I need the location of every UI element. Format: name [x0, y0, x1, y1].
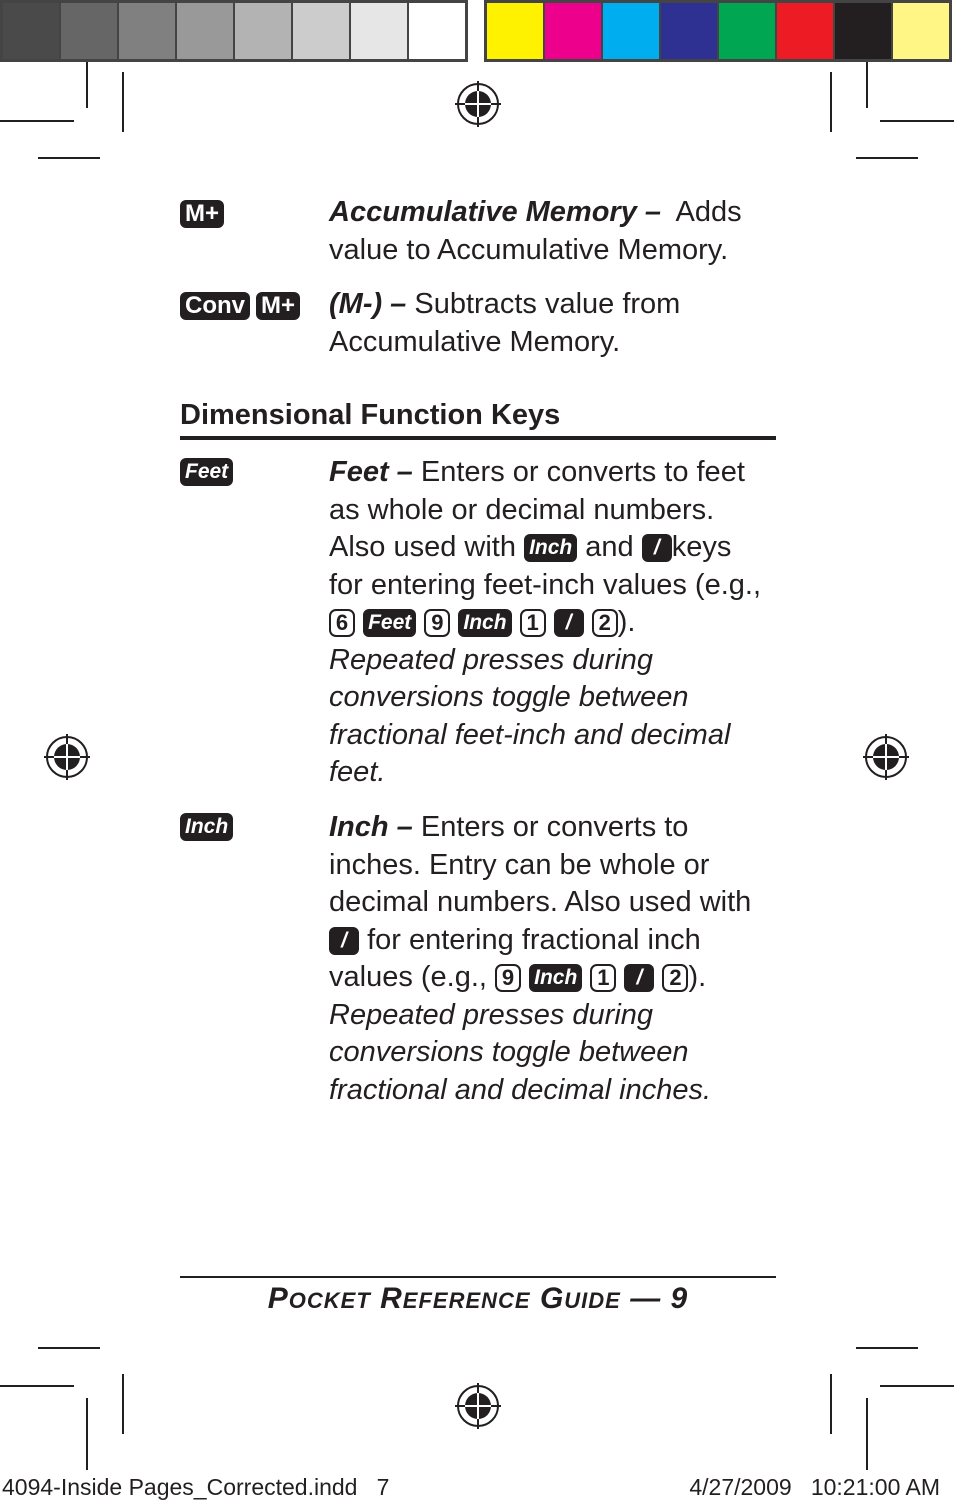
gray-swatch — [177, 3, 233, 59]
crop-mark — [0, 120, 74, 122]
close-paren: ). — [617, 606, 636, 638]
registration-mark-icon — [455, 81, 501, 127]
entry-note: Repeated presses during conversions toggle between fractional and decimal inches. — [329, 998, 712, 1106]
footer-smallcaps: OCKET — [288, 1288, 371, 1313]
color-scale-bar — [484, 0, 952, 62]
close-paren: ). — [688, 961, 707, 993]
nine-key-icon: 9 — [424, 609, 450, 637]
crop-mark — [866, 1398, 868, 1470]
gray-swatch — [119, 3, 175, 59]
inch-key-icon: Inch — [524, 534, 577, 562]
crop-mark — [856, 157, 918, 159]
crop-mark — [38, 157, 100, 159]
crop-mark — [856, 1347, 918, 1349]
nine-key-icon: 9 — [495, 964, 521, 992]
footer-letter: R — [380, 1282, 403, 1315]
color-swatch — [893, 3, 949, 59]
slug-datetime: 4/27/2009 10:21:00 AM — [689, 1474, 940, 1500]
crop-mark — [122, 72, 124, 132]
gray-swatch — [351, 3, 407, 59]
crop-mark — [830, 1374, 832, 1434]
inch-key-icon: Inch — [529, 964, 582, 992]
gray-swatch — [3, 3, 59, 59]
footer-letter: G — [539, 1282, 565, 1315]
footer-smallcaps: UIDE — [564, 1288, 621, 1313]
entry-note: Repeated presses during conversions toggle between fractional feet-inch and decimal feet. — [329, 643, 731, 788]
entry-description — [329, 194, 769, 269]
feet-key-icon: Feet — [180, 458, 233, 486]
entry-description — [329, 286, 769, 361]
m-plus-key-icon: M+ — [180, 200, 224, 228]
inch-key-icon: Inch — [180, 813, 233, 841]
gray-swatch — [235, 3, 291, 59]
entry-text: Enters or converts to inches. Entry can be whole or decimal numbers. Also used with — [329, 811, 752, 918]
color-swatch — [719, 3, 775, 59]
gray-scale-bar — [0, 0, 468, 62]
two-key-icon: 2 — [662, 964, 688, 992]
conv-key-icon: Conv — [180, 292, 250, 320]
feet-key-icon: Feet — [363, 609, 416, 637]
gray-swatch — [293, 3, 349, 59]
slash-key-icon: / — [642, 534, 672, 562]
color-swatch — [661, 3, 717, 59]
one-key-icon: 1 — [590, 964, 616, 992]
entry-description — [329, 809, 769, 1109]
registration-mark-icon — [44, 734, 90, 780]
entry-term: Inch – — [329, 811, 413, 843]
key-column — [180, 458, 233, 486]
crop-mark — [880, 1385, 954, 1387]
crop-mark — [830, 72, 832, 132]
one-key-icon: 1 — [520, 609, 546, 637]
key-column — [180, 813, 233, 841]
crop-mark — [880, 120, 954, 122]
and-text: and — [585, 531, 634, 563]
section-title: Dimensional Function Keys — [180, 396, 776, 440]
key-column — [180, 292, 300, 320]
m-plus-key-icon: M+ — [256, 292, 300, 320]
slash-key-icon: / — [624, 964, 654, 992]
color-swatch — [545, 3, 601, 59]
gray-swatch — [61, 3, 117, 59]
entry-text: Adds value to Accumulative Memory. — [329, 196, 742, 266]
entry-description — [329, 454, 769, 792]
page-number: — 9 — [630, 1282, 689, 1315]
crop-mark — [86, 1398, 88, 1470]
entry-text: keys for entering feet-inch values (e.g., — [329, 531, 762, 601]
crop-mark — [38, 1347, 100, 1349]
entry-term: Accumulative Memory – — [329, 196, 662, 228]
registration-mark-icon — [455, 1383, 501, 1429]
color-swatch — [487, 3, 543, 59]
slash-key-icon: / — [554, 609, 584, 637]
entry-term: Feet – — [329, 456, 413, 488]
crop-mark — [0, 1385, 74, 1387]
slash-key-icon: / — [329, 927, 359, 955]
slug-filename: 4094-Inside Pages_Corrected.indd 7 — [2, 1474, 390, 1500]
crop-mark — [122, 1374, 124, 1434]
entry-text: Enters or converts to feet as whole or decimal numbers. Also used with — [329, 456, 745, 563]
gray-swatch — [409, 3, 465, 59]
six-key-icon: 6 — [329, 609, 355, 637]
footer-rule — [180, 1276, 776, 1278]
registration-mark-icon — [863, 734, 909, 780]
page-footer — [180, 1282, 776, 1316]
color-swatch — [777, 3, 833, 59]
footer-smallcaps: EFERENCE — [402, 1288, 531, 1313]
inch-key-icon: Inch — [458, 609, 511, 637]
crop-mark — [86, 62, 88, 108]
key-column — [180, 200, 224, 228]
color-swatch — [603, 3, 659, 59]
color-swatch — [835, 3, 891, 59]
two-key-icon: 2 — [592, 609, 618, 637]
entry-term: (M-) – — [329, 288, 407, 320]
entry-text: Subtracts value from Accumulative Memory. — [329, 288, 681, 358]
crop-mark — [866, 62, 868, 108]
footer-letter: P — [267, 1282, 289, 1315]
entry-text: for entering fractional inch values (e.g., — [329, 923, 701, 993]
